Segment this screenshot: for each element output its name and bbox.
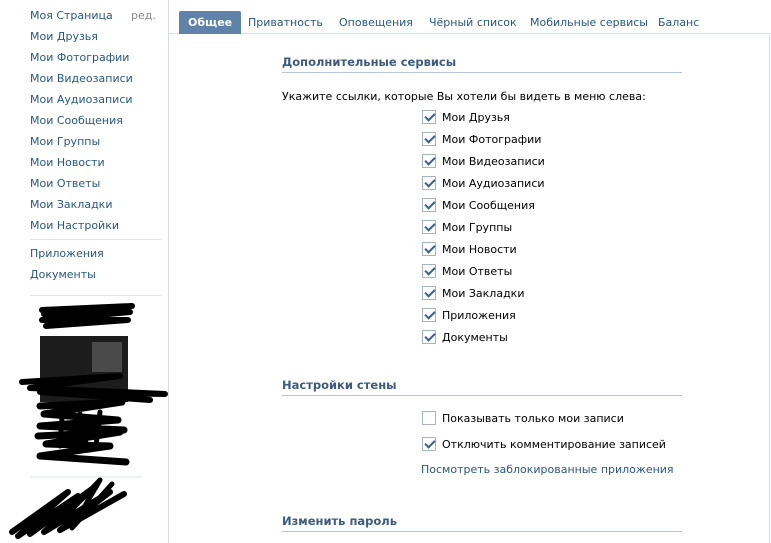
option-label: Мои Закладки xyxy=(442,286,525,300)
checkbox[interactable] xyxy=(422,411,436,425)
checkbox[interactable] xyxy=(422,110,436,124)
sidebar-edit-link[interactable]: ред. xyxy=(131,9,156,22)
option-label: Мои Друзья xyxy=(442,110,510,124)
services-option-groups[interactable] xyxy=(422,218,512,236)
services-hint: Укажите ссылки, которые Вы хотели бы видеть в меню слева: xyxy=(282,90,646,103)
services-option-news[interactable] xyxy=(422,240,517,258)
section-divider xyxy=(282,72,682,73)
option-label: Мои Группы xyxy=(442,220,513,234)
option-label: Мои Ответы xyxy=(442,264,513,278)
services-option-apps[interactable] xyxy=(422,306,516,324)
wall-option-disable-comments[interactable] xyxy=(422,435,666,453)
checkbox[interactable] xyxy=(422,330,436,344)
redacted-scribble xyxy=(0,296,168,543)
settings-tabs xyxy=(169,0,771,34)
view-blocked-apps-link[interactable]: Посмотреть заблокированные приложения xyxy=(421,463,674,476)
sidebar-item-bookmarks[interactable]: Мои Закладки xyxy=(30,198,113,211)
left-sidebar xyxy=(0,0,168,543)
general-settings-panel xyxy=(169,35,770,543)
section-title-wall: Настройки стены xyxy=(282,378,397,392)
services-option-friends[interactable] xyxy=(422,108,510,126)
tab-privacy[interactable]: Приватность xyxy=(248,16,323,29)
sidebar-item-settings[interactable]: Мои Настройки xyxy=(30,219,119,232)
tab-blacklist[interactable]: Чёрный список xyxy=(429,16,517,29)
option-label: Мои Фотографии xyxy=(442,132,542,146)
section-title-services: Дополнительные сервисы xyxy=(282,55,457,69)
sidebar-item-answers[interactable]: Мои Ответы xyxy=(30,177,101,190)
checkbox[interactable] xyxy=(422,132,436,146)
checkbox[interactable] xyxy=(422,264,436,278)
wall-option-only-my-posts[interactable] xyxy=(422,409,624,427)
checkbox[interactable] xyxy=(422,437,436,451)
checkbox[interactable] xyxy=(422,242,436,256)
services-option-photos[interactable] xyxy=(422,130,541,148)
tab-mobile-services[interactable]: Мобильные сервисы xyxy=(530,16,648,29)
services-option-documents[interactable] xyxy=(422,328,508,346)
tab-balance[interactable]: Баланс xyxy=(658,16,700,29)
option-label: Отключить комментирование записей xyxy=(442,437,666,451)
sidebar-item-apps[interactable]: Приложения xyxy=(30,247,104,260)
checkbox[interactable] xyxy=(422,286,436,300)
option-label: Мои Аудиозаписи xyxy=(442,176,545,190)
option-label: Мои Сообщения xyxy=(442,198,535,212)
services-option-bookmarks[interactable] xyxy=(422,284,524,302)
services-option-answers[interactable] xyxy=(422,262,512,280)
sidebar-item-documents[interactable]: Документы xyxy=(30,268,96,281)
scribble-drawing xyxy=(0,296,168,543)
option-label: Мои Новости xyxy=(442,242,517,256)
tab-notifications[interactable]: Оповещения xyxy=(339,16,413,29)
option-label: Документы xyxy=(442,330,508,344)
sidebar-item-groups[interactable]: Мои Группы xyxy=(30,135,101,148)
sidebar-item-messages[interactable]: Мои Сообщения xyxy=(30,114,123,127)
section-title-password: Изменить пароль xyxy=(282,514,397,528)
services-option-messages[interactable] xyxy=(422,196,535,214)
sidebar-item-my-page[interactable]: Моя Страница xyxy=(30,9,113,22)
tab-general[interactable]: Общее xyxy=(179,11,241,34)
sidebar-item-news[interactable]: Мои Новости xyxy=(30,156,105,169)
checkbox[interactable] xyxy=(422,154,436,168)
option-label: Приложения xyxy=(442,308,516,322)
checkbox[interactable] xyxy=(422,198,436,212)
settings-content xyxy=(168,0,771,543)
option-label: Показывать только мои записи xyxy=(442,411,624,425)
section-divider xyxy=(282,531,682,532)
sidebar-item-photos[interactable]: Мои Фотографии xyxy=(30,51,130,64)
services-option-audio[interactable] xyxy=(422,174,545,192)
sidebar-item-friends[interactable]: Мои Друзья xyxy=(30,30,98,43)
checkbox[interactable] xyxy=(422,308,436,322)
sidebar-divider xyxy=(30,239,161,240)
section-divider xyxy=(282,395,682,396)
checkbox[interactable] xyxy=(422,176,436,190)
sidebar-item-audio[interactable]: Мои Аудиозаписи xyxy=(30,93,133,106)
checkbox[interactable] xyxy=(422,220,436,234)
sidebar-item-videos[interactable]: Мои Видеозаписи xyxy=(30,72,133,85)
option-label: Мои Видеозаписи xyxy=(442,154,545,168)
services-option-videos[interactable] xyxy=(422,152,545,170)
